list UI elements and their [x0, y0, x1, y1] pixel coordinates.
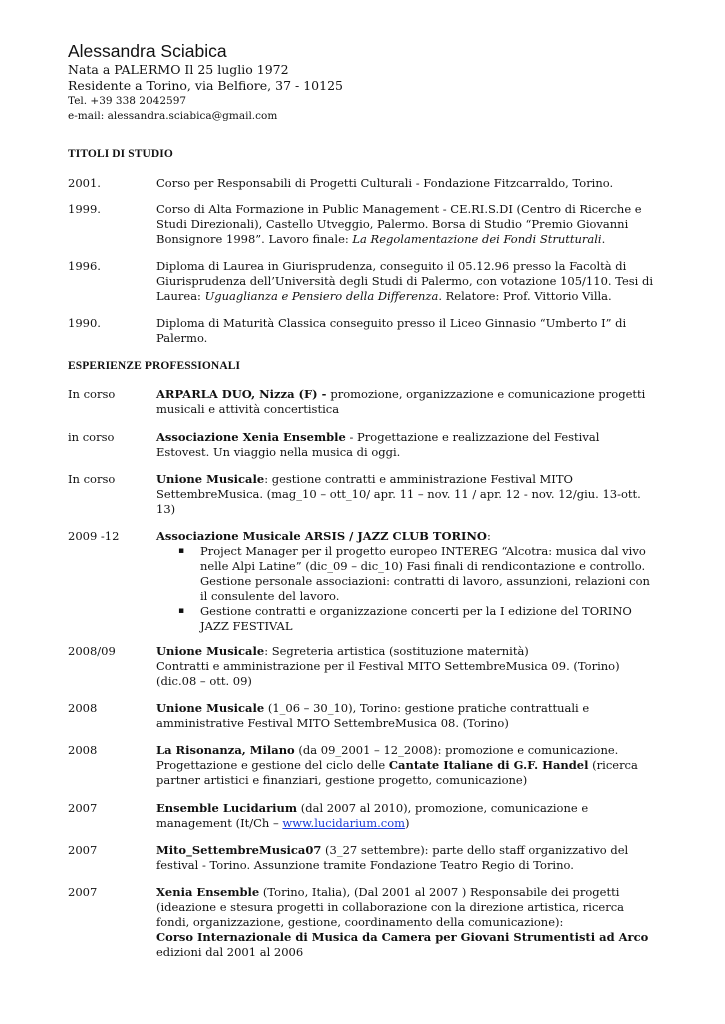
entry-org: Unione Musicale: [156, 701, 265, 715]
entry-text-b: . Relatore: Prof. Vittorio Villa.: [438, 289, 612, 303]
entry-date: 1996.: [68, 259, 101, 273]
entry-text: [156, 472, 656, 517]
entry-text: [156, 202, 656, 247]
entry-org: La Risonanza, Milano: [156, 743, 295, 757]
entry-date: in corso: [68, 430, 115, 444]
entry-date: 2008: [68, 743, 98, 757]
bullet-square-icon: ▪: [178, 606, 185, 616]
entry-detail: (1_06 – 30_10), Torino: gestione pratiche contrattuali e amministrative Festival MITO SettembreMusica 08. (Torino): [156, 701, 590, 730]
entry-detail-2a: Progettazione e gestione del ciclo delle: [156, 758, 389, 772]
entry-org: Xenia Ensemble: [156, 885, 260, 899]
entry-text-line: Corso per Responsabili di Progetti Culturali - Fondazione Fitzcarraldo, Torino.: [156, 176, 614, 190]
entry-detail: (3_27 settembre): parte dello staff organizzativo del festival - Torino. Assunzione tramite Fondazione Teatro Regio di Torino.: [156, 843, 629, 872]
entry-org: Mito_SettembreMusica07: [156, 843, 322, 857]
entry-text: [156, 316, 656, 346]
entry-text-line: Diploma di Maturità Classica conseguito presso il Liceo Ginnasio “Umberto I” di Palermo.: [156, 316, 627, 345]
entry-text-b: .: [601, 232, 606, 246]
entry-detail: :: [486, 529, 491, 543]
entry-text: [156, 801, 656, 831]
entry-text: [156, 176, 656, 191]
entry-date: 1990.: [68, 316, 101, 330]
section-title-experience: ESPERIENZE PROFESSIONALI: [68, 360, 241, 372]
entry-org: Ensemble Lucidarium: [156, 801, 298, 815]
entry-text: [156, 387, 656, 417]
phone-info: Tel. +39 338 2042597: [68, 95, 187, 107]
entry-date: 1999.: [68, 202, 101, 216]
cv-header: [68, 40, 343, 124]
entry-detail-2: edizioni dal 2001 al 2006: [156, 945, 304, 959]
entry-org: ARPARLA DUO, Nizza (F) -: [156, 387, 331, 401]
entry-text: [156, 743, 656, 788]
entry-date: In corso: [68, 387, 116, 401]
entry-text: [156, 529, 656, 634]
bullet-square-icon: ▪: [178, 546, 185, 556]
entry-date: 2007: [68, 885, 98, 899]
bullet-item: [156, 604, 656, 634]
entry-text: [156, 644, 656, 689]
birth-info: Nata a PALERMO Il 25 luglio 1972: [68, 62, 289, 77]
bullet-item: [156, 544, 656, 604]
entry-org: Associazione Xenia Ensemble: [156, 430, 346, 444]
entry-text: [156, 701, 656, 731]
entry-italic: Uguaglianza e Pensiero della Differenza: [204, 289, 439, 303]
entry-text: [156, 259, 656, 304]
entry-detail: (Torino, Italia), (Dal 2001 al 2007 ) Responsabile dei progetti (ideazione e stesura progetti in collaborazione con la direzione artistica, ricerca fondi, organizzazione, gestione, coordinamento della comunicazione):: [156, 885, 624, 929]
entry-detail: (da 09_2001 – 12_2008): promozione e comunicazione.: [294, 743, 619, 757]
entry-org: Unione Musicale: [156, 472, 265, 486]
lucidarium-link[interactable]: www.lucidarium.com: [282, 816, 406, 830]
entry-highlight: Corso Internazionale di Musica da Camera per Giovani Strumentisti ad Arco: [156, 930, 649, 944]
entry-date: 2008: [68, 701, 98, 715]
entry-text-a: Diploma di Laurea in Giurisprudenza, conseguito il 05.12.96 presso la Facoltà di Giurisprudenza dell’Università degli Studi di Palermo, con votazione 105/110. Tesi di Laurea:: [156, 259, 654, 303]
entry-detail: promozione, organizzazione e comunicazione progetti musicali e attività concertistica: [156, 387, 646, 416]
entry-detail-2: Contratti e amministrazione per il Festival MITO SettembreMusica 09. (Torino) (dic.08 – ott. 09): [156, 659, 620, 688]
entry-text: [156, 885, 656, 960]
entry-date: 2007: [68, 801, 98, 815]
entry-date: 2009 -12: [68, 529, 120, 543]
entry-detail: (dal 2007 al 2010), promozione, comunicazione e management (It/Ch –: [156, 801, 589, 830]
entry-date: 2001.: [68, 176, 101, 190]
email-info: e-mail: alessandra.sciabica@gmail.com: [68, 110, 278, 122]
entry-italic: La Regolamentazione dei Fondi Strutturali: [352, 232, 602, 246]
entry-detail: : gestione contratti e amministrazione Festival MITO SettembreMusica. (mag_10 – ott_10/ apr. 11 – nov. 11 / apr. 12 - nov. 12/giu. 13-ott. 13): [156, 472, 641, 516]
bullet-text: Gestione contratti e organizzazione concerti per la I edizione del TORINO JAZZ FESTIVAL: [200, 604, 632, 633]
entry-highlight: Cantate Italiane di G.F. Handel: [388, 758, 589, 772]
entry-detail-end: ): [405, 816, 410, 830]
entry-text-a: Corso di Alta Formazione in Public Management - CE.RI.S.DI (Centro di Ricerche e Studi Direzionali), Castello Utveggio, Palermo. Borsa di Studio “Premio Giovanni Bonsignore 1998”. Lavoro finale:: [156, 202, 642, 246]
person-name: Alessandra Sciabica: [68, 41, 227, 61]
entry-detail: : Segreteria artistica (sostituzione maternità): [264, 644, 529, 658]
entry-date: 2008/09: [68, 644, 116, 658]
residence-info: Residente a Torino, via Belfiore, 37 - 10125: [68, 78, 343, 93]
entry-org: Associazione Musicale ARSIS / JAZZ CLUB TORINO: [156, 529, 487, 543]
entry-date: In corso: [68, 472, 116, 486]
entry-text: [156, 843, 656, 873]
entry-date: 2007: [68, 843, 98, 857]
bullet-list: [156, 544, 656, 634]
bullet-text: Project Manager per il progetto europeo INTEREG “Alcotra: musica dal vivo nelle Alpi Latine” (dic_09 – dic_10) Fasi finali di rendicontazione e controllo. Gestione personale associazioni: contratti di lavoro, assunzioni, relazioni con il consulente del lavoro.: [200, 544, 650, 603]
entry-detail: - Progettazione e realizzazione del Festival Estovest. Un viaggio nella musica di oggi.: [156, 430, 600, 459]
section-title-studies: TITOLI DI STUDIO: [68, 148, 173, 160]
entry-detail-2b: (ricerca partner artistici e finanziari, gestione progetto, comunicazione): [156, 758, 638, 787]
entry-text: [156, 430, 656, 460]
entry-org: Unione Musicale: [156, 644, 265, 658]
